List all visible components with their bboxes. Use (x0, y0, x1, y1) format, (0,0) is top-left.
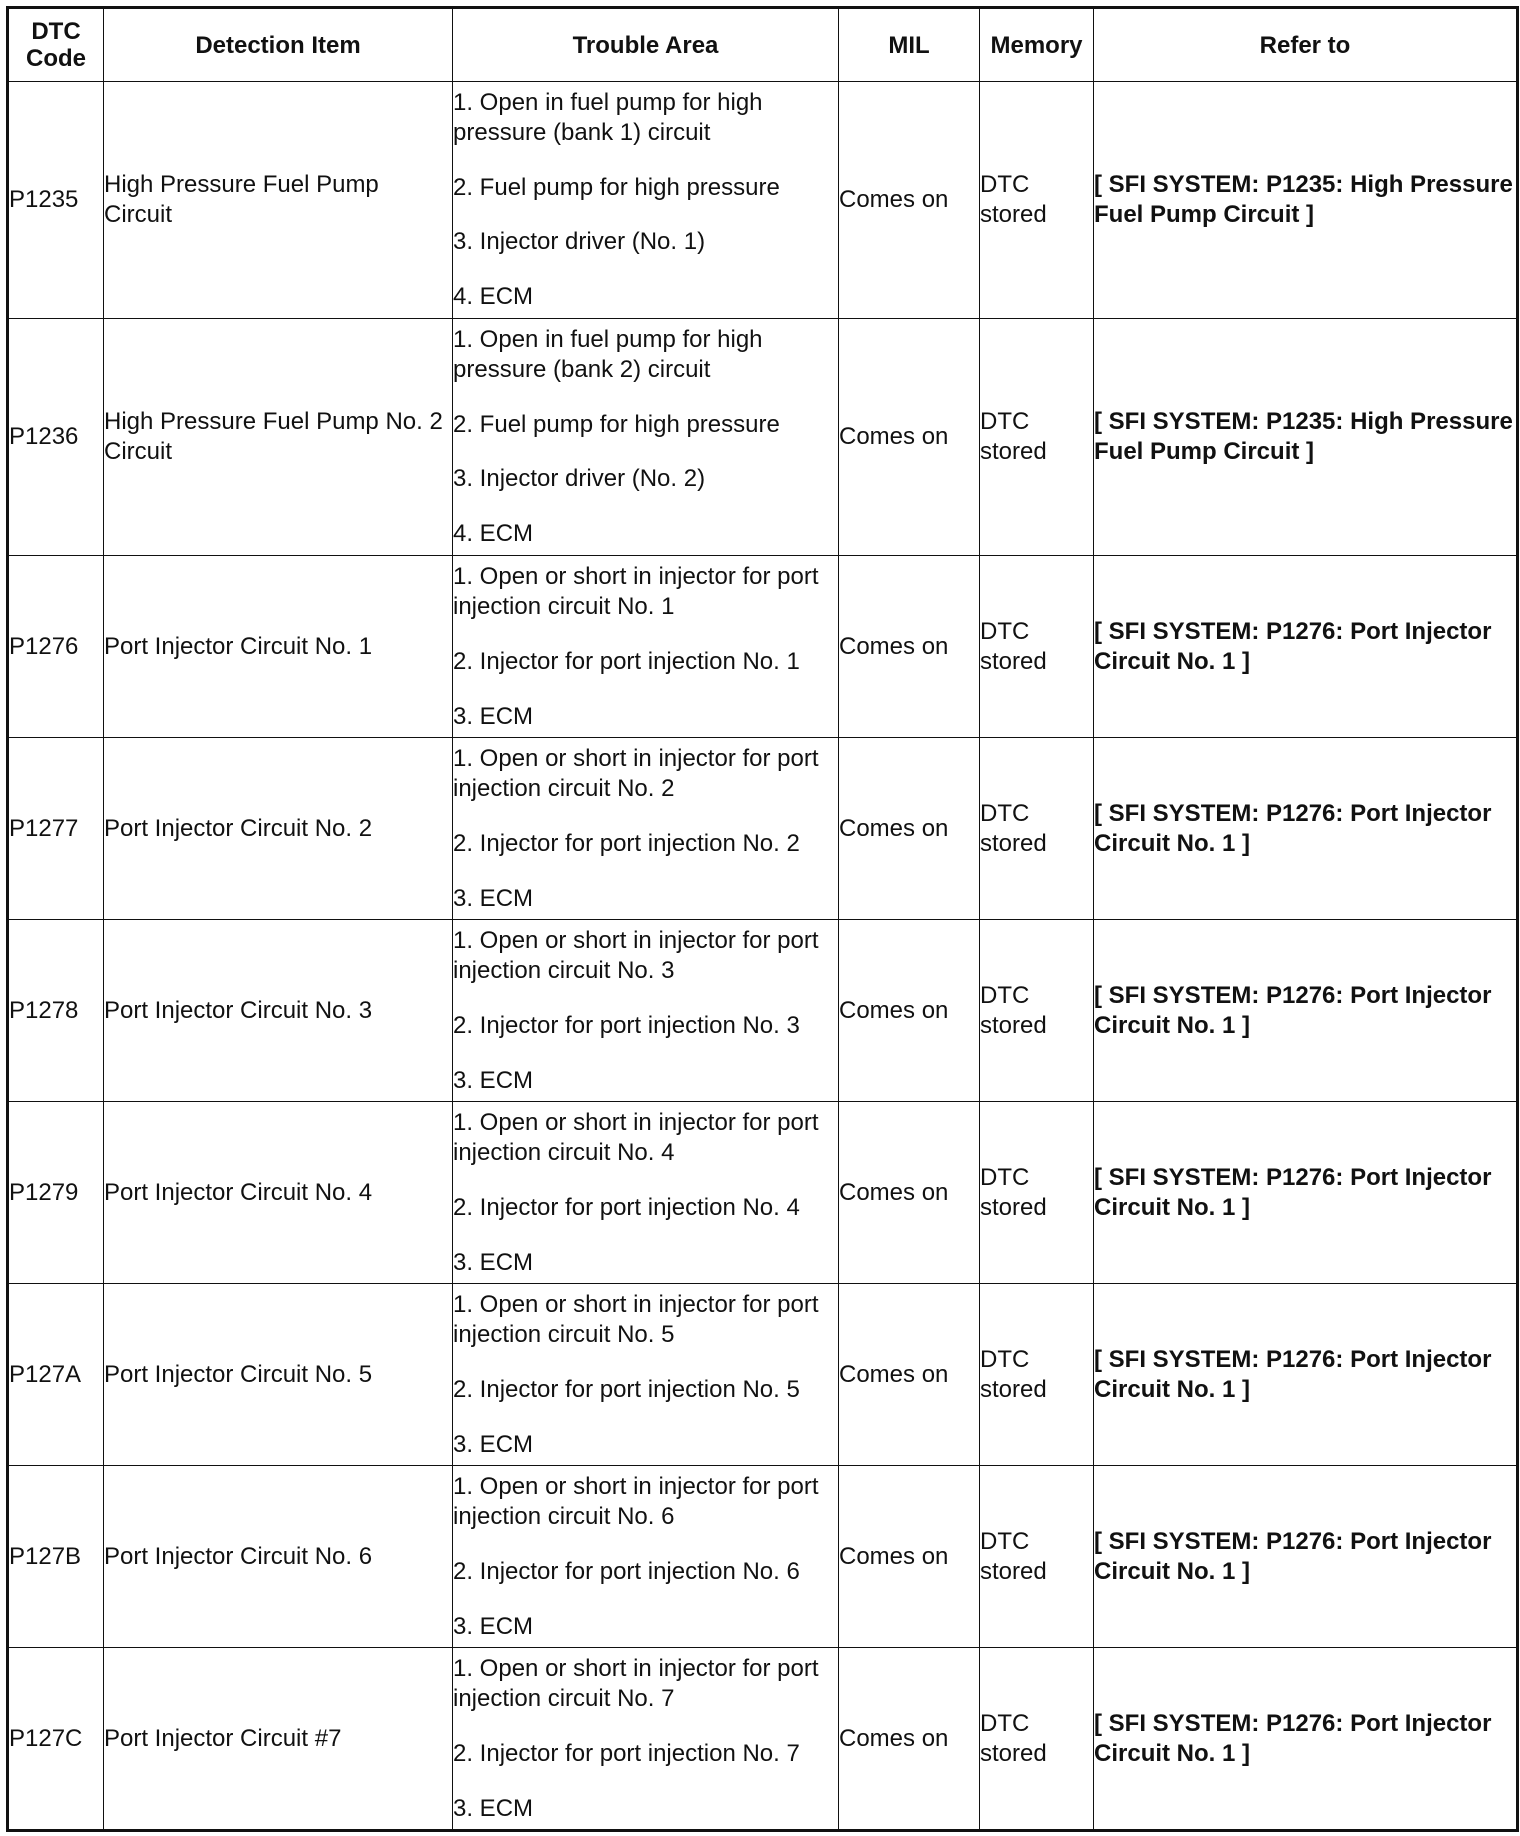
trouble-area-item: 2. Fuel pump for high pressure (453, 410, 780, 438)
trouble-area-list (453, 562, 838, 732)
trouble-area-list (453, 1290, 838, 1460)
dtc-code-cell: P127C (8, 1648, 104, 1831)
refer-to-cell: [ SFI SYSTEM: P1276: Port Injector Circuit No. 1 ] (1094, 920, 1518, 1102)
trouble-area-item: 2. Injector for port injection No. 6 (453, 1557, 800, 1585)
trouble-area-cell (453, 1466, 839, 1648)
trouble-area-list (453, 88, 838, 312)
dtc-code-cell: P1277 (8, 738, 104, 920)
table-row (8, 319, 1518, 556)
dtc-code-cell: P1236 (8, 319, 104, 556)
refer-to-cell: [ SFI SYSTEM: P1276: Port Injector Circuit No. 1 ] (1094, 738, 1518, 920)
trouble-area-cell (453, 82, 839, 319)
detection-item-cell: Port Injector Circuit No. 5 (104, 1284, 453, 1466)
detection-item-cell: Port Injector Circuit #7 (104, 1648, 453, 1831)
trouble-area-cell (453, 556, 839, 738)
header-detection-item: Detection Item (104, 8, 453, 82)
mil-cell: Comes on (839, 1284, 980, 1466)
detection-item-cell: Port Injector Circuit No. 6 (104, 1466, 453, 1648)
trouble-area-item: 1. Open or short in injector for port injection circuit No. 3 (453, 926, 819, 984)
trouble-area-item: 1. Open or short in injector for port injection circuit No. 4 (453, 1108, 819, 1166)
trouble-area-item: 3. ECM (453, 884, 534, 912)
memory-cell: DTC stored (980, 1102, 1094, 1284)
trouble-area-item: 3. Injector driver (No. 1) (453, 228, 706, 256)
table-row (8, 1102, 1518, 1284)
trouble-area-item: 1. Open in fuel pump for high pressure (bank 1) circuit (453, 89, 763, 146)
dtc-code-cell: P127A (8, 1284, 104, 1466)
detection-item-cell: Port Injector Circuit No. 4 (104, 1102, 453, 1284)
mil-cell: Comes on (839, 1648, 980, 1831)
dtc-code-cell: P1235 (8, 82, 104, 319)
detection-item-cell: Port Injector Circuit No. 3 (104, 920, 453, 1102)
trouble-area-item: 2. Fuel pump for high pressure (453, 173, 780, 201)
dtc-code-cell: P1278 (8, 920, 104, 1102)
trouble-area-list (453, 1654, 838, 1824)
header-dtc-code: DTC Code (8, 8, 104, 82)
trouble-area-list (453, 1472, 838, 1642)
trouble-area-item: 1. Open or short in injector for port injection circuit No. 6 (453, 1472, 819, 1530)
memory-cell: DTC stored (980, 1466, 1094, 1648)
mil-cell: Comes on (839, 920, 980, 1102)
detection-item-cell: Port Injector Circuit No. 1 (104, 556, 453, 738)
trouble-area-item: 2. Injector for port injection No. 3 (453, 1011, 800, 1039)
refer-to-cell: [ SFI SYSTEM: P1235: High Pressure Fuel Pump Circuit ] (1094, 82, 1518, 319)
trouble-area-item: 3. ECM (453, 702, 534, 730)
refer-to-cell: [ SFI SYSTEM: P1276: Port Injector Circuit No. 1 ] (1094, 1102, 1518, 1284)
trouble-area-item: 3. ECM (453, 1612, 534, 1640)
trouble-area-item: 2. Injector for port injection No. 7 (453, 1739, 800, 1767)
trouble-area-cell (453, 1102, 839, 1284)
header-refer-to: Refer to (1094, 8, 1518, 82)
trouble-area-cell (453, 319, 839, 556)
trouble-area-item: 2. Injector for port injection No. 1 (453, 647, 800, 675)
trouble-area-item: 1. Open or short in injector for port injection circuit No. 5 (453, 1290, 819, 1348)
dtc-code-cell: P127B (8, 1466, 104, 1648)
trouble-area-item: 4. ECM (453, 519, 534, 547)
trouble-area-cell (453, 1284, 839, 1466)
mil-cell: Comes on (839, 319, 980, 556)
memory-cell: DTC stored (980, 1648, 1094, 1831)
trouble-area-item: 3. ECM (453, 1794, 534, 1822)
mil-cell: Comes on (839, 1102, 980, 1284)
memory-cell: DTC stored (980, 1284, 1094, 1466)
dtc-table-container (6, 6, 1516, 1832)
trouble-area-cell (453, 738, 839, 920)
dtc-code-cell: P1279 (8, 1102, 104, 1284)
dtc-code-cell: P1276 (8, 556, 104, 738)
table-row (8, 920, 1518, 1102)
trouble-area-list (453, 1108, 838, 1278)
trouble-area-item: 3. ECM (453, 1248, 534, 1276)
refer-to-cell: [ SFI SYSTEM: P1276: Port Injector Circuit No. 1 ] (1094, 1284, 1518, 1466)
trouble-area-cell (453, 920, 839, 1102)
trouble-area-item: 4. ECM (453, 282, 534, 310)
trouble-area-item: 3. Injector driver (No. 2) (453, 465, 706, 493)
trouble-area-item: 2. Injector for port injection No. 2 (453, 829, 800, 857)
memory-cell: DTC stored (980, 920, 1094, 1102)
trouble-area-item: 2. Injector for port injection No. 4 (453, 1193, 800, 1221)
detection-item-cell: Port Injector Circuit No. 2 (104, 738, 453, 920)
memory-cell: DTC stored (980, 319, 1094, 556)
trouble-area-item: 3. ECM (453, 1066, 534, 1094)
trouble-area-list (453, 325, 838, 549)
trouble-area-item: 1. Open or short in injector for port injection circuit No. 7 (453, 1654, 819, 1712)
trouble-area-item: 1. Open in fuel pump for high pressure (bank 2) circuit (453, 326, 763, 383)
trouble-area-item: 1. Open or short in injector for port injection circuit No. 2 (453, 744, 819, 802)
trouble-area-item: 2. Injector for port injection No. 5 (453, 1375, 800, 1403)
table-row (8, 738, 1518, 920)
memory-cell: DTC stored (980, 82, 1094, 319)
trouble-area-list (453, 926, 838, 1096)
memory-cell: DTC stored (980, 556, 1094, 738)
table-row (8, 82, 1518, 319)
refer-to-cell: [ SFI SYSTEM: P1276: Port Injector Circuit No. 1 ] (1094, 556, 1518, 738)
table-row (8, 1466, 1518, 1648)
trouble-area-cell (453, 1648, 839, 1831)
table-row (8, 1648, 1518, 1831)
refer-to-cell: [ SFI SYSTEM: P1276: Port Injector Circuit No. 1 ] (1094, 1466, 1518, 1648)
mil-cell: Comes on (839, 556, 980, 738)
detection-item-cell: High Pressure Fuel Pump No. 2 Circuit (104, 319, 453, 556)
detection-item-cell: High Pressure Fuel Pump Circuit (104, 82, 453, 319)
trouble-area-item: 3. ECM (453, 1430, 534, 1458)
header-mil: MIL (839, 8, 980, 82)
mil-cell: Comes on (839, 738, 980, 920)
refer-to-cell: [ SFI SYSTEM: P1276: Port Injector Circuit No. 1 ] (1094, 1648, 1518, 1831)
header-memory: Memory (980, 8, 1094, 82)
table-row (8, 1284, 1518, 1466)
header-trouble-area: Trouble Area (453, 8, 839, 82)
mil-cell: Comes on (839, 1466, 980, 1648)
trouble-area-list (453, 744, 838, 914)
dtc-table (6, 6, 1519, 1832)
header-row (8, 8, 1518, 82)
memory-cell: DTC stored (980, 738, 1094, 920)
table-body (8, 82, 1518, 1831)
table-row (8, 556, 1518, 738)
trouble-area-item: 1. Open or short in injector for port injection circuit No. 1 (453, 562, 819, 620)
refer-to-cell: [ SFI SYSTEM: P1235: High Pressure Fuel Pump Circuit ] (1094, 319, 1518, 556)
mil-cell: Comes on (839, 82, 980, 319)
